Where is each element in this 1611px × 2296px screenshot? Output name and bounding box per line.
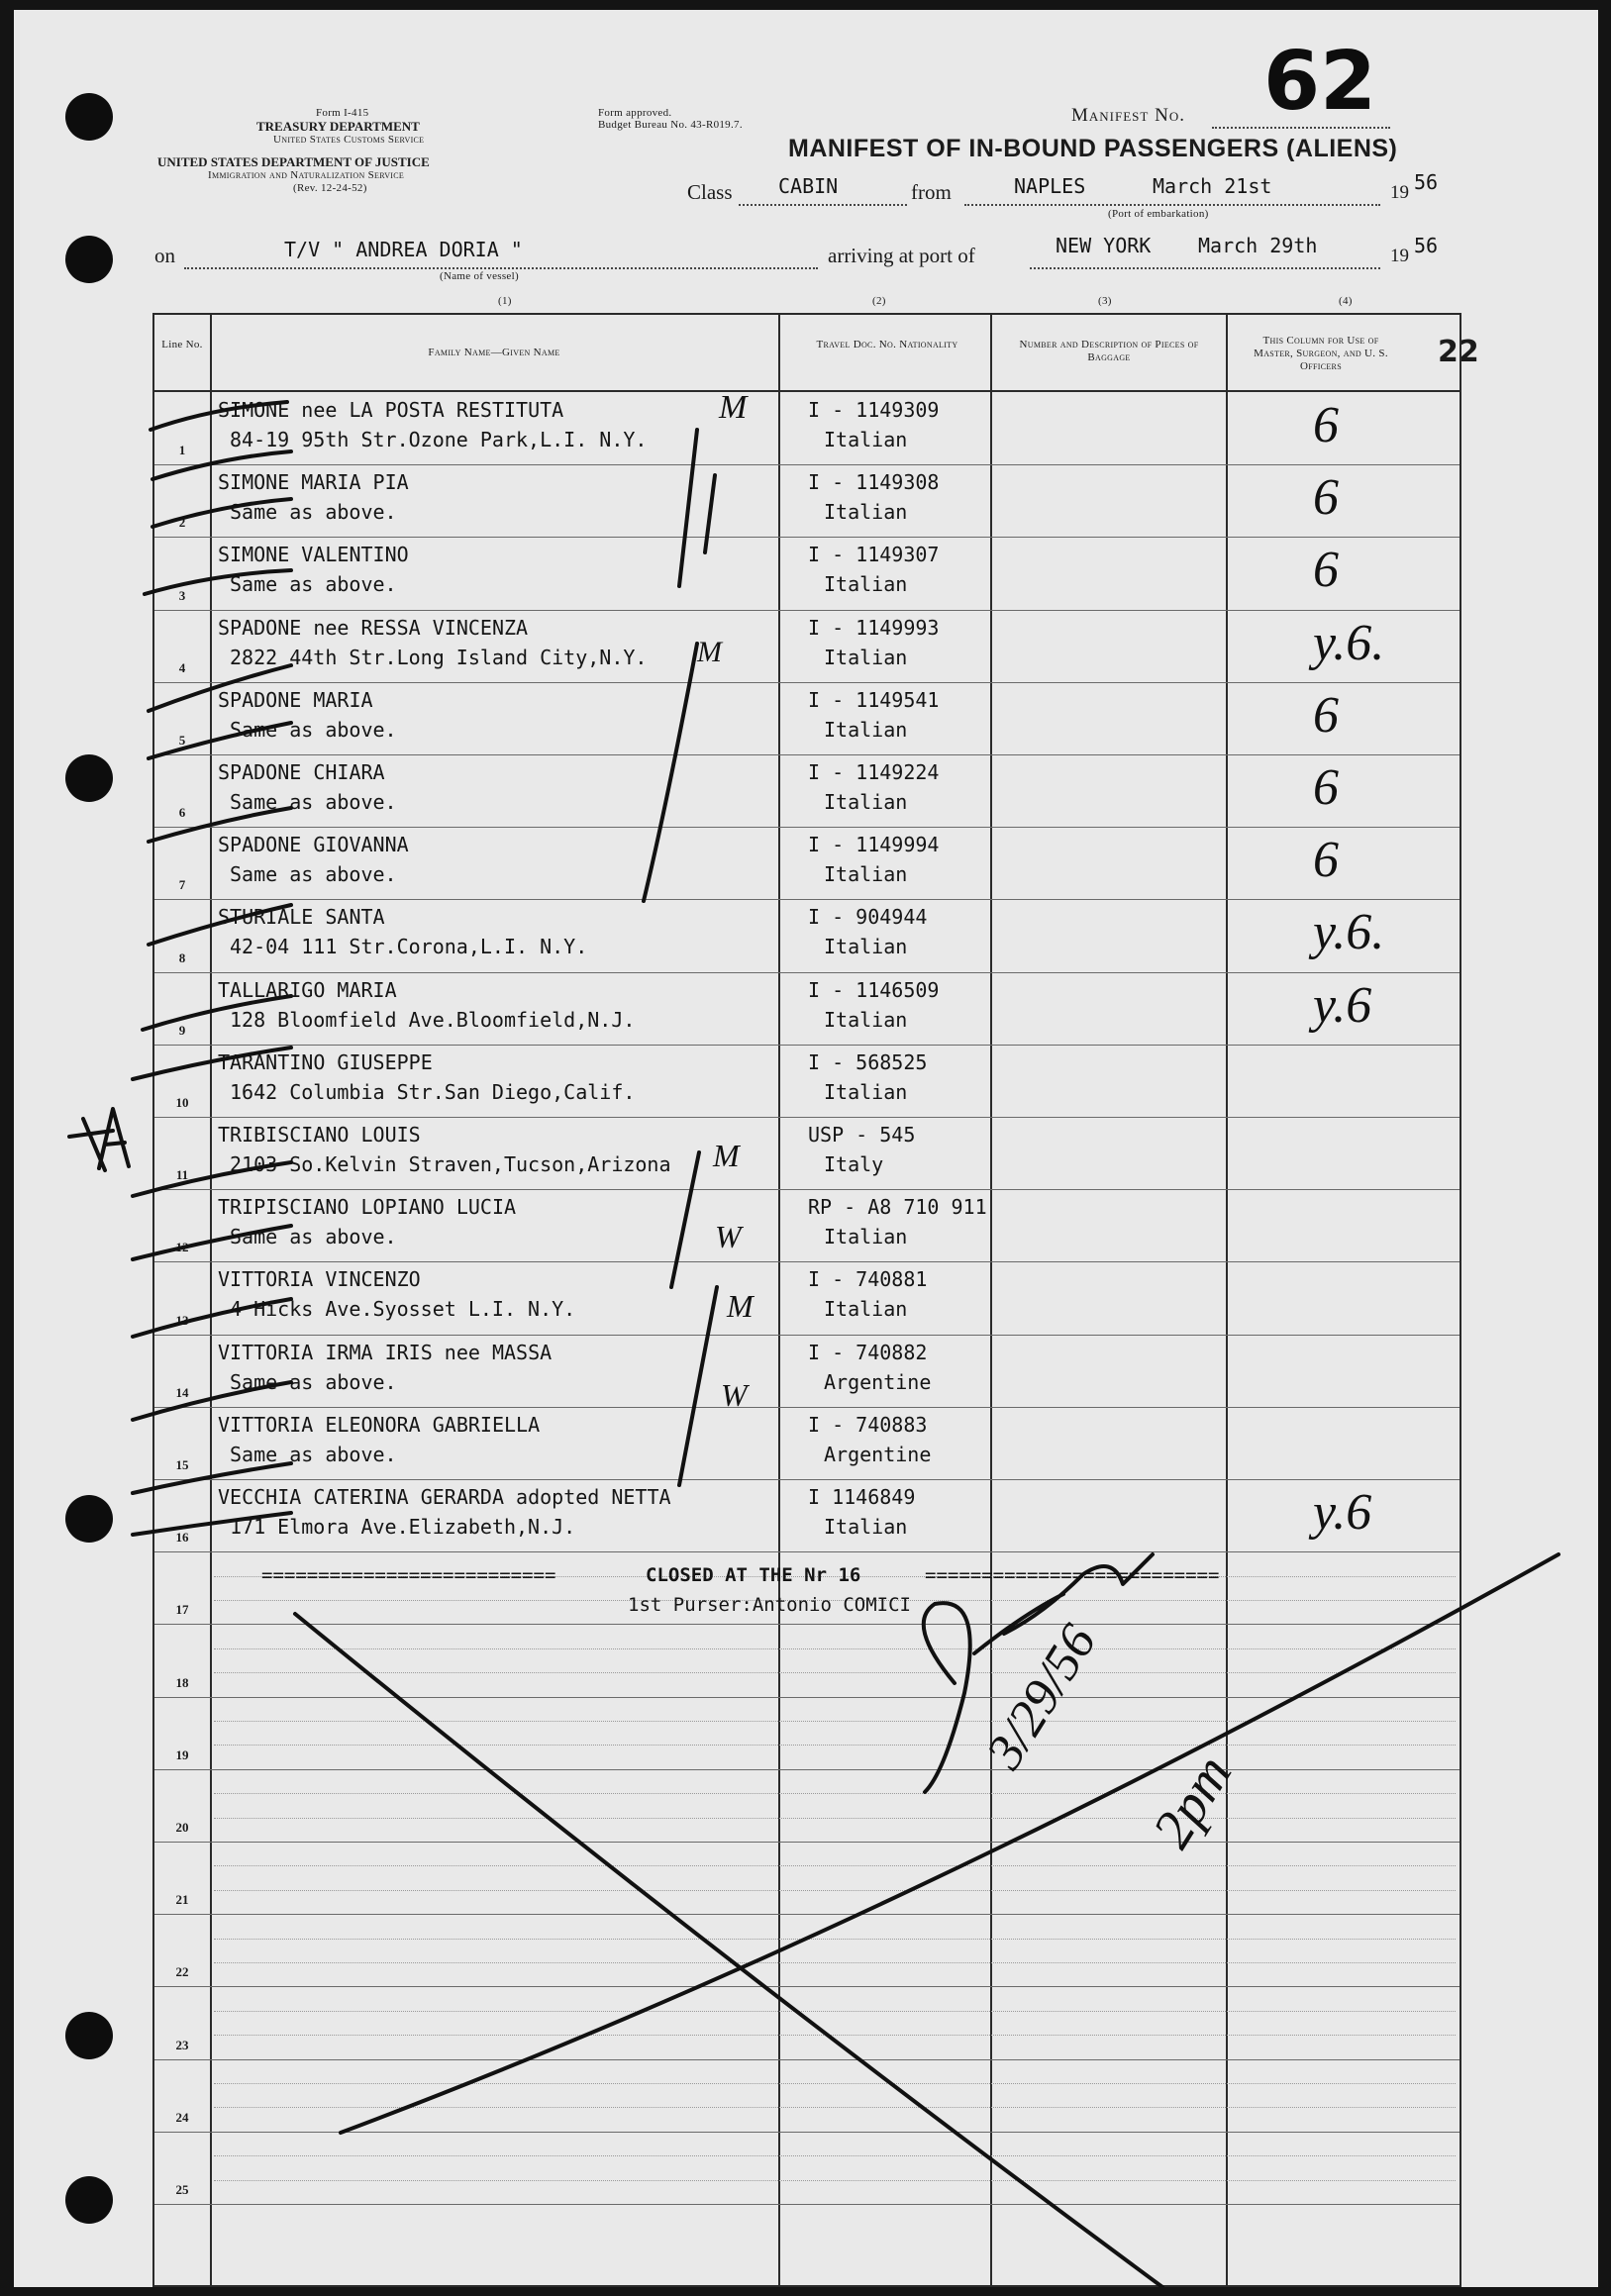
class-value: CABIN (778, 174, 839, 198)
passenger-name: TRIBISCIANO LOUIS (218, 1123, 421, 1147)
line-number: 13 (175, 1312, 189, 1328)
passenger-address: 128 Bloomfield Ave.Bloomfield,N.J. (230, 1007, 636, 1032)
table-row (154, 1769, 1460, 1843)
ins: Immigration and Naturalization Service (208, 169, 405, 181)
table-row (154, 610, 1460, 683)
travel-doc-number: I - 1149308 (808, 470, 940, 495)
passenger-address: Same as above. (230, 572, 397, 597)
passenger-name: SPADONE CHIARA (218, 760, 385, 784)
signature-date: 3/29/56 (975, 1615, 1108, 1779)
passenger-address: Same as above. (230, 1225, 397, 1249)
header-travel-doc: Travel Doc. No. Nationality (816, 339, 958, 350)
table-row (154, 1335, 1460, 1408)
col-number: (3) (1098, 295, 1112, 307)
binder-hole (65, 236, 113, 283)
table-row (154, 464, 1460, 538)
travel-doc-number: I - 1149224 (808, 760, 940, 784)
officer-mark: y.6. (1313, 904, 1385, 961)
signature-time: 2pm (1141, 1745, 1245, 1858)
passenger-name: TALLARIGO MARIA (218, 977, 397, 1002)
sex-mark: W (715, 1219, 742, 1254)
from-label: from (911, 180, 952, 204)
nationality: Argentine (824, 1369, 932, 1394)
passenger-name: VITTORIA VINCENZO (218, 1267, 421, 1292)
nationality: Italian (824, 500, 908, 525)
justice-dept: UNITED STATES DEPARTMENT OF JUSTICE (157, 154, 430, 169)
line-number: 10 (175, 1094, 189, 1110)
passenger-address: 1642 Columbia Str.San Diego,Calif. (230, 1079, 636, 1104)
nationality: Italy (824, 1152, 884, 1176)
passenger-name: SPADONE GIOVANNA (218, 833, 409, 857)
manifest-title: MANIFEST OF IN-BOUND PASSENGERS (ALIENS) (788, 135, 1398, 162)
travel-doc-number: I - 1149309 (808, 398, 940, 422)
header-officers: This Column for Use of Master, Surgeon, and U. S. Officers (1254, 335, 1388, 372)
closed-at-text: CLOSED AT THE Nr 16 (646, 1564, 861, 1586)
passenger-address: 171 Elmora Ave.Elizabeth,N.J. (230, 1515, 576, 1539)
budget-bureau: Budget Bureau No. 43-R019.7. (598, 119, 743, 131)
passenger-name: SPADONE nee RESSA VINCENZA (218, 615, 529, 640)
line-number: 9 (178, 1022, 186, 1038)
travel-doc-number: I - 1146509 (808, 977, 940, 1002)
sex-mark: M (719, 389, 748, 426)
purser-signature: 1st Purser:Antonio COMICI (628, 1594, 911, 1616)
officer-mark: 6 (1313, 759, 1339, 816)
line-number: 2 (178, 515, 186, 531)
table-row (154, 1986, 1460, 2059)
passenger-address: 84-19 95th Str.Ozone Park,L.I. N.Y. (230, 428, 648, 451)
table-row (154, 1189, 1460, 1262)
col-number: (1) (498, 295, 512, 307)
table-row (154, 682, 1460, 755)
nationality: Italian (824, 1297, 908, 1322)
table-row (154, 392, 1460, 465)
line-number: 7 (178, 877, 186, 893)
travel-doc-number: I - 568525 (808, 1049, 928, 1074)
line-number: 20 (175, 1819, 189, 1835)
travel-doc-number: I - 1149541 (808, 687, 940, 712)
table-row (154, 2132, 1460, 2205)
arriving-label: arriving at port of (828, 244, 975, 267)
treasury-dept: TREASURY DEPARTMENT (256, 119, 420, 134)
officer-mark: 6 (1313, 469, 1339, 527)
travel-doc-number: I - 740882 (808, 1340, 928, 1364)
line-number: 8 (178, 949, 186, 965)
header-line-no: Line No. (161, 339, 203, 350)
passenger-name: STURIALE SANTA (218, 905, 385, 930)
binder-hole (65, 754, 113, 802)
page-count: 22 (1438, 335, 1479, 369)
year2-prefix: 19 (1390, 246, 1409, 266)
table-row (154, 754, 1460, 828)
line-number: 25 (175, 2181, 189, 2197)
table-row (154, 827, 1460, 900)
passenger-name: TRIPISCIANO LOPIANO LUCIA (218, 1195, 517, 1220)
header-name: Family Name—Given Name (428, 347, 560, 358)
form-approved: Form approved. (598, 107, 672, 119)
passenger-address: Same as above. (230, 862, 397, 887)
line-number: 4 (178, 659, 186, 675)
officer-mark: 6 (1313, 832, 1339, 889)
line-number: 5 (178, 732, 186, 748)
table-row (154, 1697, 1460, 1770)
travel-doc-number: RP - A8 710 911 (808, 1195, 987, 1220)
line-number: 24 (175, 2109, 189, 2125)
travel-doc-number: I - 740881 (808, 1267, 928, 1292)
line-number: 6 (178, 805, 186, 821)
line-number: 17 (175, 1602, 189, 1618)
line-number: 11 (175, 1167, 189, 1183)
travel-doc-number: USP - 545 (808, 1123, 916, 1147)
class-label: Class (687, 180, 733, 204)
form-number: Form I-415 (316, 107, 369, 119)
table-row (154, 1624, 1460, 1697)
nationality: Italian (824, 717, 908, 742)
officer-mark: 6 (1313, 686, 1339, 744)
passenger-address: Same as above. (230, 790, 397, 814)
line-number: 15 (175, 1456, 189, 1472)
line-number: 23 (175, 2037, 189, 2052)
table-row (154, 1045, 1460, 1118)
nationality: Italian (824, 1079, 908, 1104)
manifest-page (14, 10, 1598, 2287)
year2-suffix: 56 (1414, 234, 1439, 257)
table-row (154, 2059, 1460, 2133)
officer-mark: y.6 (1313, 976, 1372, 1034)
margin-initials-fa (69, 1109, 129, 1170)
passenger-name: SIMONE VALENTINO (218, 543, 409, 567)
binder-hole (65, 1495, 113, 1543)
table-row (154, 899, 1460, 972)
line-number: 3 (178, 587, 186, 603)
closing-dashes-left: ========================== (261, 1564, 556, 1586)
vessel-name: T/V " ANDREA DORIA " (284, 238, 523, 261)
line-number: 1 (178, 443, 186, 458)
travel-doc-number: I - 740883 (808, 1412, 928, 1437)
manifest-number: 62 (1263, 35, 1377, 129)
nationality: Italian (824, 428, 908, 451)
passenger-address: 42-04 111 Str.Corona,L.I. N.Y. (230, 935, 588, 959)
officer-mark: 6 (1313, 397, 1339, 453)
nationality: Italian (824, 645, 908, 669)
travel-doc-number: I - 1149993 (808, 615, 940, 640)
table-row (154, 1407, 1460, 1480)
nationality: Italian (824, 572, 908, 597)
passenger-name: SPADONE MARIA (218, 687, 373, 712)
header-baggage: Number and Description of Pieces of Baggage (1019, 339, 1199, 363)
travel-doc-number: I - 1149307 (808, 543, 940, 567)
table-row (154, 972, 1460, 1046)
passenger-name: SIMONE nee LA POSTA RESTITUTA (218, 398, 564, 422)
revision: (Rev. 12-24-52) (293, 182, 367, 194)
travel-doc-number: I - 1149994 (808, 833, 940, 857)
table-row (154, 1479, 1460, 1552)
binder-hole (65, 2176, 113, 2224)
line-number: 19 (175, 1747, 189, 1762)
passenger-address: 4 Hicks Ave.Syosset L.I. N.Y. (230, 1297, 576, 1322)
passenger-name: VITTORIA IRMA IRIS nee MASSA (218, 1340, 553, 1364)
year-suffix: 56 (1414, 170, 1439, 194)
customs-service: United States Customs Service (273, 134, 425, 146)
table-row (154, 537, 1460, 610)
table-row (154, 1914, 1460, 1987)
passenger-address: 2822 44th Str.Long Island City,N.Y. (230, 645, 648, 669)
arrival-port: NEW YORK (1056, 234, 1152, 257)
passenger-name: TARANTINO GIUSEPPE (218, 1049, 433, 1074)
from-port: NAPLES (1014, 174, 1086, 198)
sex-mark: M (727, 1288, 754, 1324)
line-number: 22 (175, 1964, 189, 1980)
table-row (154, 1842, 1460, 1915)
port-embark-caption: (Port of embarkation) (1108, 208, 1209, 220)
line-number: 14 (175, 1384, 189, 1400)
passenger-address: Same as above. (230, 1442, 397, 1466)
sex-mark: M (697, 636, 722, 668)
binder-hole (65, 2012, 113, 2059)
from-date: March 21st (1153, 174, 1272, 198)
passenger-address: 2103 So.Kelvin Straven,Tucson,Arizona (230, 1152, 671, 1176)
passenger-table (152, 313, 1461, 2287)
nationality: Italian (824, 935, 908, 959)
passenger-address: Same as above. (230, 1369, 397, 1394)
passenger-address: Same as above. (230, 717, 397, 742)
sex-mark: W (721, 1377, 748, 1413)
col-number: (4) (1339, 295, 1353, 307)
vessel-caption: (Name of vessel) (440, 270, 519, 282)
line-number: 16 (175, 1530, 189, 1546)
line-number: 12 (175, 1240, 189, 1255)
col-number: (2) (872, 295, 886, 307)
officer-mark: y.6 (1313, 1484, 1372, 1541)
travel-doc-number: I - 904944 (808, 905, 928, 930)
on-label: on (154, 244, 175, 267)
manifest-label: Manifest No. (1071, 105, 1185, 126)
table-row (154, 1117, 1460, 1190)
nationality: Italian (824, 1515, 908, 1539)
table-row (154, 1261, 1460, 1335)
passenger-name: SIMONE MARIA PIA (218, 470, 409, 495)
passenger-name: VECCHIA CATERINA GERARDA adopted NETTA (218, 1485, 671, 1509)
nationality: Italian (824, 790, 908, 814)
year-prefix: 19 (1390, 182, 1409, 203)
sex-mark: M (713, 1138, 740, 1173)
officer-mark: 6 (1313, 542, 1339, 599)
travel-doc-number: I 1146849 (808, 1485, 916, 1509)
nationality: Italian (824, 1225, 908, 1249)
officer-mark: y.6. (1313, 614, 1385, 671)
nationality: Argentine (824, 1442, 932, 1466)
line-number: 18 (175, 1674, 189, 1690)
nationality: Italian (824, 1007, 908, 1032)
arrival-date: March 29th (1198, 234, 1318, 257)
closing-dashes-right: ========================== (925, 1564, 1220, 1586)
line-number: 21 (175, 1892, 189, 1908)
passenger-address: Same as above. (230, 500, 397, 525)
nationality: Italian (824, 862, 908, 887)
passenger-name: VITTORIA ELEONORA GABRIELLA (218, 1412, 541, 1437)
binder-hole (65, 93, 113, 141)
